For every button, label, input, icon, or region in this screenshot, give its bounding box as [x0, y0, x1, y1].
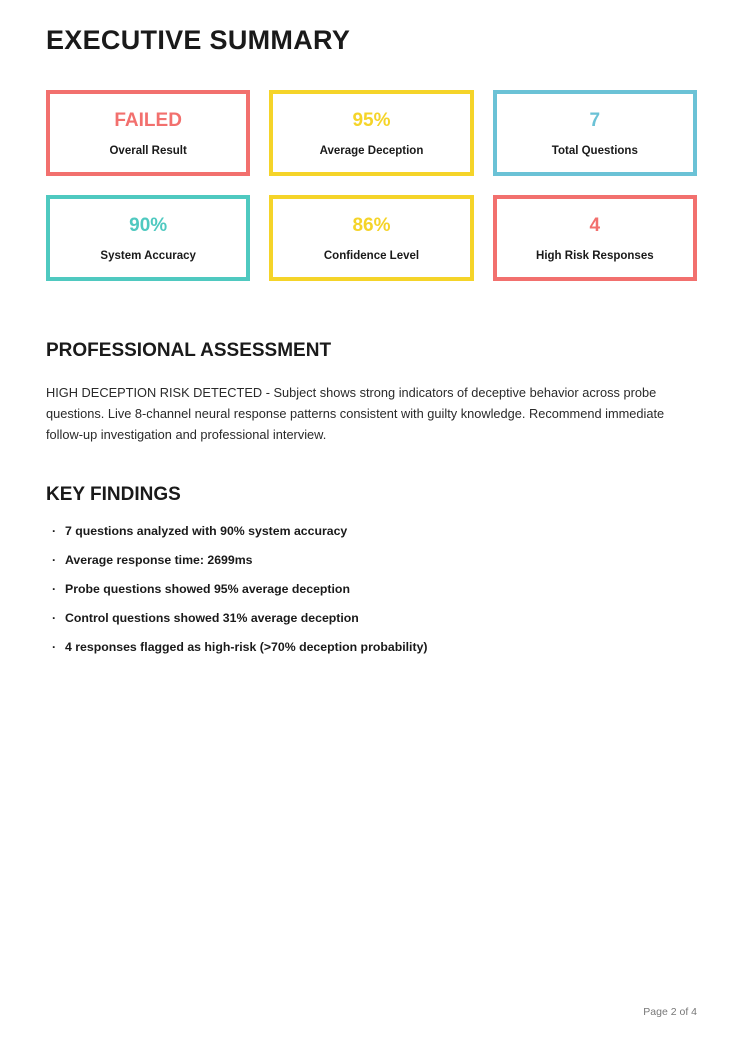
- summary-card-label: Average Deception: [319, 144, 424, 157]
- key-findings-section: [46, 483, 697, 655]
- bullet-icon: ·: [52, 640, 57, 654]
- summary-card-average-deception: [269, 90, 473, 176]
- summary-card-value: 86%: [352, 214, 391, 236]
- summary-card-label: System Accuracy: [100, 249, 196, 262]
- page-title: EXECUTIVE SUMMARY: [46, 25, 351, 55]
- summary-card-overall-result: [46, 90, 250, 176]
- list-item: [46, 552, 697, 568]
- summary-card-label: High Risk Responses: [536, 249, 654, 262]
- bullet-icon: ·: [52, 582, 57, 596]
- list-item-label: Average response time: 2699ms: [65, 553, 253, 567]
- list-item-label: Probe questions showed 95% average deception: [65, 582, 350, 596]
- list-item: [46, 523, 697, 539]
- summary-card-label: Overall Result: [109, 144, 187, 157]
- summary-card-high-risk-responses: [493, 195, 697, 281]
- key-findings-list: [46, 523, 697, 655]
- summary-card-confidence-level: [269, 195, 473, 281]
- list-item: [46, 639, 697, 655]
- professional-assessment-section: [46, 339, 697, 445]
- bullet-icon: ·: [52, 524, 57, 538]
- summary-card-system-accuracy: [46, 195, 250, 281]
- summary-card-value: 95%: [352, 109, 391, 131]
- summary-card-value: 7: [589, 109, 601, 131]
- summary-card-total-questions: [493, 90, 697, 176]
- list-item: [46, 610, 697, 626]
- page-footer: Page 2 of 4: [643, 1006, 697, 1018]
- list-item-label: Control questions showed 31% average deception: [65, 611, 359, 625]
- summary-cards-grid: [46, 90, 697, 281]
- list-item-label: 4 responses flagged as high-risk (>70% deception probability): [65, 640, 428, 654]
- summary-card-value: 90%: [129, 214, 168, 236]
- bullet-icon: ·: [52, 553, 57, 567]
- list-item-label: 7 questions analyzed with 90% system accuracy: [65, 524, 348, 538]
- summary-card-value: 4: [589, 214, 601, 236]
- bullet-icon: ·: [52, 611, 57, 625]
- summary-card-value: FAILED: [114, 109, 182, 131]
- summary-card-label: Confidence Level: [323, 249, 420, 262]
- summary-card-label: Total Questions: [551, 144, 638, 157]
- professional-assessment-body: HIGH DECEPTION RISK DETECTED - Subject shows strong indicators of deceptive behavior across probe questions. Live 8-channel neural response patterns consistent with guilty knowledge. Recommend immediate follow-up investigation and professional interview.: [46, 385, 665, 442]
- key-findings-heading: KEY FINDINGS: [46, 484, 181, 505]
- list-item: [46, 581, 697, 597]
- professional-assessment-heading: PROFESSIONAL ASSESSMENT: [46, 340, 332, 361]
